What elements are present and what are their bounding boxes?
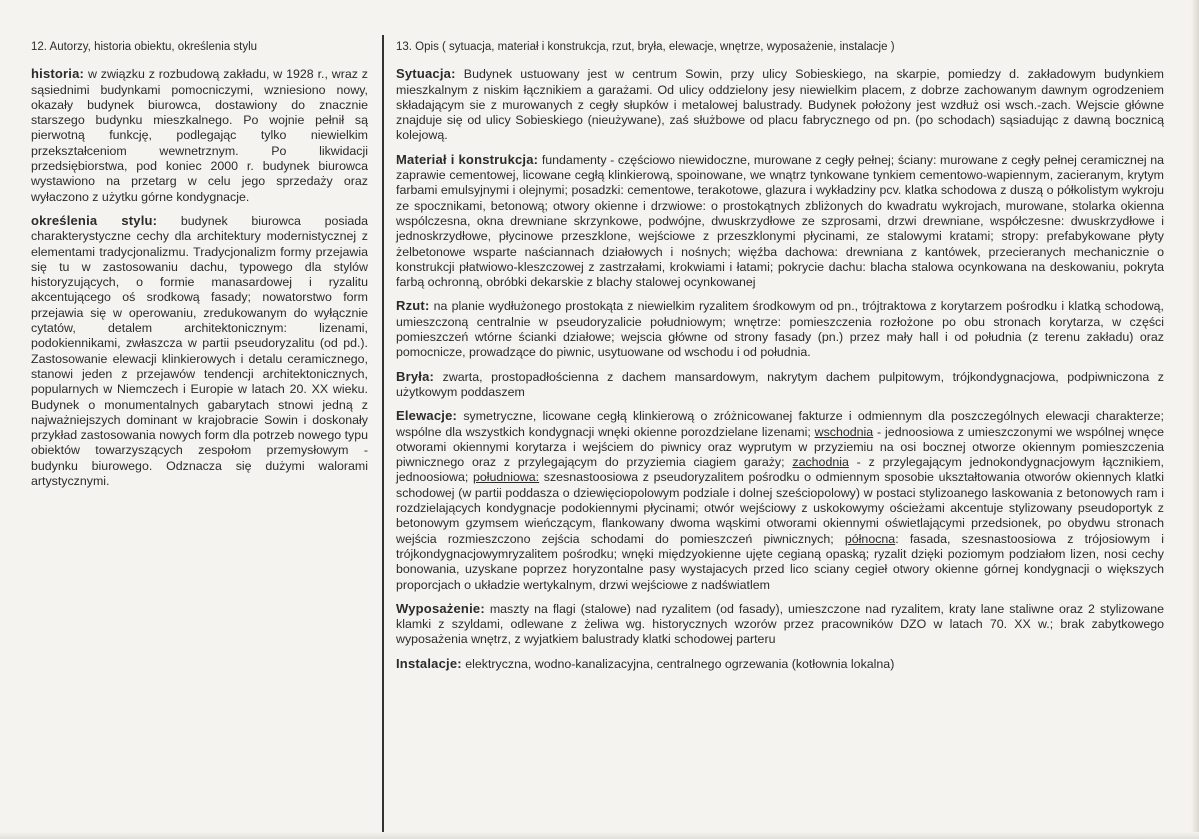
bryla-label: Bryła:: [396, 368, 435, 384]
wyposazenie-paragraph: [396, 601, 1164, 648]
section-13-heading: 13. Opis ( sytuacja, materiał i konstrukcja, rzut, bryła, elewacje, wnętrze, wyposażenie, instalacje ): [396, 41, 895, 53]
page-edge-shadow: [1191, 0, 1199, 839]
page-bottom-shadow: [0, 832, 1199, 839]
elewacje-text-2: - jednoosiowa z umieszczonymi we wspólnej wnęce otworami okiennymi korytarza i wejściem do piwnicy oraz wyprutym w przyziemiu na osi bocznej otworze okiennym pomieszczenia piwnicznego oraz z przylegającym do przyziemia ciagiem garaży;: [396, 424, 1164, 470]
left-column: [31, 40, 368, 497]
instalacje-text: elektryczna, wodno-kanalizacyjna, centralnego ogrzewania (kotłownia lokalna): [461, 656, 895, 671]
rzut-paragraph: [396, 298, 1164, 360]
bryla-paragraph: [396, 369, 1164, 401]
historia-text: w związku z rozbudową zakładu, w 1928 r., wraz z sąsiednimi budynkami pomocniczymi, wzniesiono nowy, okazały budynek biurowca, dostawiony do znacznie starszego budynku mieszkalnego. Po wojnie pełnił są pierwotną funkcję, podlegając tylko niewielkim przekształceniom wewnetrznym. Po likwidacji przedsiębiorstwa, pod koniec 2000 r. budynek biurowca wystawiono na przetarg w celu jego sprzedaży oraz wyłaczono z użytku górne kondygnacje.: [31, 67, 368, 204]
elewacje-text-1: symetryczne, licowane cegłą klinkierową o zróżnicowanej fakturze i odmiennym dla poszczególnych elewacji charakterze; wspólne dla wszystkich kondygnacji wnęki okienne porozdzielane lizenami;: [396, 409, 1164, 439]
historia-label: historia:: [31, 66, 85, 82]
section-12-heading: 12. Autorzy, historia obiektu, określenia stylu: [31, 41, 258, 53]
wyposazenie-text: maszty na flagi (stalowe) nad ryzalitem (od fasady), umieszczone nad ryzalitem, kraty lane staliwne oraz 2 stylizowane klamki z szyldami, odlewane z żeliwa wg. historycznych wzorów przez pracowników DZO w latach 70. XX w.; brak zabytkowego wyposażenia wnętrz, z wyjatkiem balustrady klatki schodowej parteru: [396, 601, 1164, 647]
rzut-label: Rzut:: [396, 298, 430, 314]
sytuacja-paragraph: [396, 66, 1164, 143]
sytuacja-text: Budynek ustuowany jest w centrum Sowin, przy ulicy Sobieskiego, na skarpie, pomiedzy d. zakładowym budynkiem mieszkalnym z niskim łącznikiem a garażami. Od ulicy oddzielony jesy niewielkim placem, z dobrze zachowanym dawnym ogrodzeniem składającym sie z murowanych z cegły słupków i metalowej balustrady. Budynek położony jest wzdłuż osi wsch.-zach. Wejscie główne znajduje się od ulicy Sobieskiego (nieużywane), zaś służbowe od placu fabrycznego od pn. (po schodach) sąsiadując z dawną bocznicą kolejową.: [396, 67, 1164, 143]
bryla-text: zwarta, prostopadłościenna z dachem mansardowym, nakrytym dachem pulpitowym, trójkondygnacjowa, podpiwniczona z użytkowym poddaszem: [396, 369, 1164, 399]
sytuacja-label: Sytuacja:: [396, 66, 456, 82]
styl-text: budynek biurowca posiada charakterystyczne cechy dla architektury modernistycznej z elementami tradycjonalizmu. Tradycjonalizm formy przejawia się tu w zastosowaniu dachu, typowego dla stylów historyzujących, o formie manasardowej i ryzalitu akcentującego oś srodkową fasady; nowatorstwo form przejawia się w operowaniu, zredukowanym do wyłącznie cytatów, detalem architektonicznym: lizenami, podokiennikami, zwłaszcza w partii pseudoryzalitu (od pd.). Zastosowanie elewacji klinkierowych i detalu ceramicznego, stanowi jeden z przejawów tendencji architektonicznych, popularnych w Niemczech i Europie w latach 20. XX wieku. Budynek o monumentalnych gabarytach stnowi jedną z najważniejszych dominant w krajobracie Sowin i doskonały przykład zastosowania nowych form dla potrzeb nowego typu obiektów towarzyszących zespołom przemysłowym - budynku biurowego. Odznacza się dużymi walorami artystycznymi.: [31, 213, 369, 489]
elewacje-text-5: : fasada, szesnastoosiowa z trójosiowym i trójkondygnacjowymryzalitem pośrodku; wnęki międzyokienne ujęte cegianą opaską; ryzalit dzięki poziomym podziałom lizen, nosi cechy bonowania, uzyskane poprzez horyzontalne pasy wystajacych przed lico sciany cegieł otwory okienne górnej kondygnacji o większych proporcjach o układzie wertykalnym, drzwi wejściowe z nadświatlem: [396, 531, 1164, 592]
right-column: [396, 40, 1164, 680]
elewacje-poludniowa: południowa:: [472, 470, 540, 485]
elewacje-wschodnia: wschodnia: [814, 424, 874, 439]
historia-paragraph: [31, 66, 368, 205]
elewacje-zachodnia: zachodnia: [792, 455, 849, 470]
instalacje-label: Instalacje:: [396, 655, 462, 671]
elewacje-polnocna: północna: [844, 531, 896, 546]
elewacje-paragraph: [396, 408, 1164, 593]
elewacje-text-4: szesnastoosiowa z pseudoryzalitem pośrodku o odmiennym sposobie ukształtowania otworów okiennych klatki schodowej (w partii poddasza o dziewięciopolowym podziale i dolnej sześciopolowy) w postaci stylizoanego laskowania z betonowych ram i rozdzielających kondygnacje podokiennymi płycinami; otwór wejściowy z uskokowymy ościeżami akcentuje stylizowany pseudoportyk z betonowym gzymsem wieńczącym, flankowany dwoma wąskimi otworami okiennymi oświetlającymi przedsionek, po obydwu stronach wejścia rozmieszczono zejścia schodami do pomieszczeń piwnicznych;: [396, 470, 1164, 546]
column-divider: [382, 35, 384, 839]
material-text: fundamenty - częściowo niewidoczne, murowane z cegły pełnej; ściany: murowane z cegły pełnej ceramicznej na zaprawie cementowej, licowane cegłą klinkierową, spoinowane, we wnątrz tynkowane tynkiem cementowo-wapiennym, zacieranym, krytym farbami emulsyjnymi i olejnymi; posadzki: cementowe, terakotowe, glazura i wykładziny pcv. klatka schodowa z duszą o półkolistym wykroju ze spocznikami, betonową; otwory okienne i drzwiowe: o prostokątnych zbliżonych do kwadratu wykrojach, murowane, stolarka okienna wspólczesna, okna drewniane skrzynkowe, podwójne, dwuskrzydłowe ze szprosami, drzwi drewniane, współczesne: dwuskrzydłowe i jednoskrzydłowe, płycinowe przeszklone, wejściowe z przeszklonymi płycinami, ze stalowymi kratami; stropy: prefabykowane płyty żelbetonowe wsparte naściannach działowych i nośnych; więźba dachowa: drewniana z kantówek, przecieranych mechanicznie o konstrukcji płatwiowo-kleszczowej z zastrzałami, krokwiami i łatami; pokrycie dachu: blacha stalowa ocynkowana na deskowaniu, pokryta farbą ochronną, obróbki dekarskie z blachy stalowej ocynkowanej: [396, 152, 1164, 290]
wyposazenie-label: Wyposażenie:: [396, 600, 485, 616]
styl-paragraph: [31, 213, 368, 489]
styl-label: określenia stylu:: [31, 212, 158, 228]
elewacje-label: Elewacje:: [396, 408, 458, 424]
material-label: Materiał i konstrukcja:: [396, 151, 539, 167]
rzut-text: na planie wydłużonego prostokąta z niewielkim ryzalitem środkowym od pn., trójtraktowa z korytarzem pośrodku i klatką schodową, umieszczoną centralnie w pseudoryzalicie południowym; wnętrze: pomieszczenia rozłożone po obu stronach korytarza, w części pomieszczeń wtórne ścianki działowe; wejscia główne od strony fasady (pn.) przez mały hall i od południa (z terenu zakładu) oraz pomocnicze, prowadzące do piwnic, usytuowane od wschodu i od południa.: [396, 299, 1164, 360]
material-paragraph: [396, 152, 1164, 291]
instalacje-paragraph: [396, 656, 1164, 672]
elewacje-text-3: - z przylegającym jednokondygnacjowym łącznikiem, jednoosiowa;: [396, 455, 1164, 485]
